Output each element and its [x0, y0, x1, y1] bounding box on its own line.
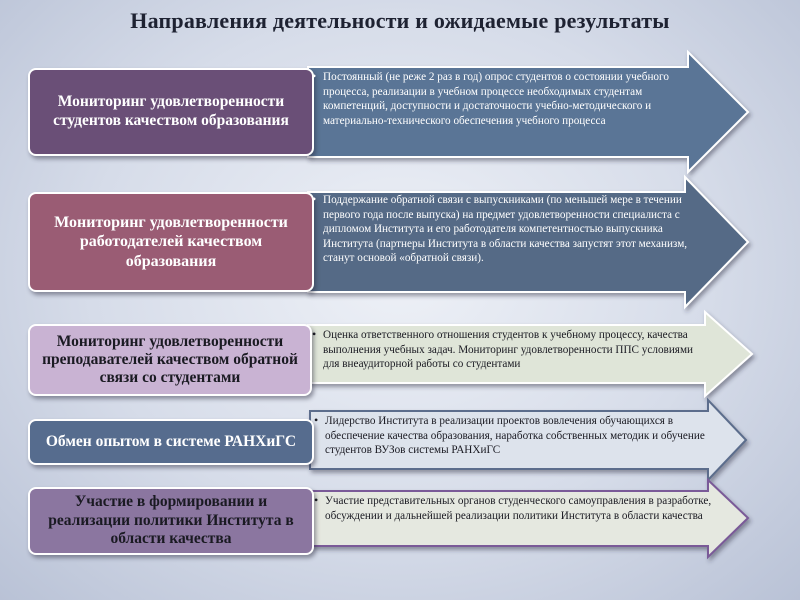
- label-experience-exchange: [28, 419, 314, 465]
- label-teacher-satisfaction: [28, 324, 312, 396]
- label-text: Мониторинг удовлетворенности работодателей качеством образования: [54, 213, 288, 270]
- label-student-satisfaction: [28, 68, 314, 156]
- desc-teacher-satisfaction: • Оценка ответственного отношения студентов к учебному процессу, качества выполнения учебных задач. Мониторинг удовлетворенности ППС условиями для внеаудиторной работы со студентами: [312, 328, 710, 372]
- desc-quality-policy: • Участие представительных органов студенческого самоуправления в разработке, обсуждении и дальнейшей реализации политики Института в области качества: [314, 494, 712, 523]
- page-title: Направления деятельности и ожидаемые результаты: [130, 8, 670, 33]
- desc-student-satisfaction: • Постоянный (не реже 2 раз в год) опрос студентов о состоянии учебного процесса, реализации в учебном процессе необходимых студентам компетенций, доступности и достаточности учебно-методического и материально-технического обеспечения учебного процесса: [312, 70, 692, 128]
- label-text: Мониторинг удовлетворенности студентов качеством образования: [53, 93, 289, 129]
- label-text: Мониторинг удовлетворенности преподавателей качеством обратной связи со студентами: [42, 333, 298, 386]
- desc-employer-satisfaction: • Поддержание обратной связи с выпускниками (по меньшей мере в течении первого года после выпуска) на предмет удовлетворенности специалиста с дипломом Института и его работодателя компетентностью выпускника Института (партнеры Института в области качества запустят этот механизм, станут основой «обратной связи).: [312, 193, 690, 266]
- label-employer-satisfaction: [28, 192, 314, 292]
- label-text: Обмен опытом в системе РАНХиГС: [45, 432, 297, 450]
- label-text: Участие в формировании и реализации политики Института в области качества: [48, 492, 294, 548]
- label-quality-policy: [28, 487, 314, 555]
- desc-experience-exchange: • Лидерство Института в реализации проектов вовлечения обучающихся в обеспечение качества образования, наработка собственных методик и обучение студентов ВУЗов системы РАНХиГС: [314, 414, 712, 458]
